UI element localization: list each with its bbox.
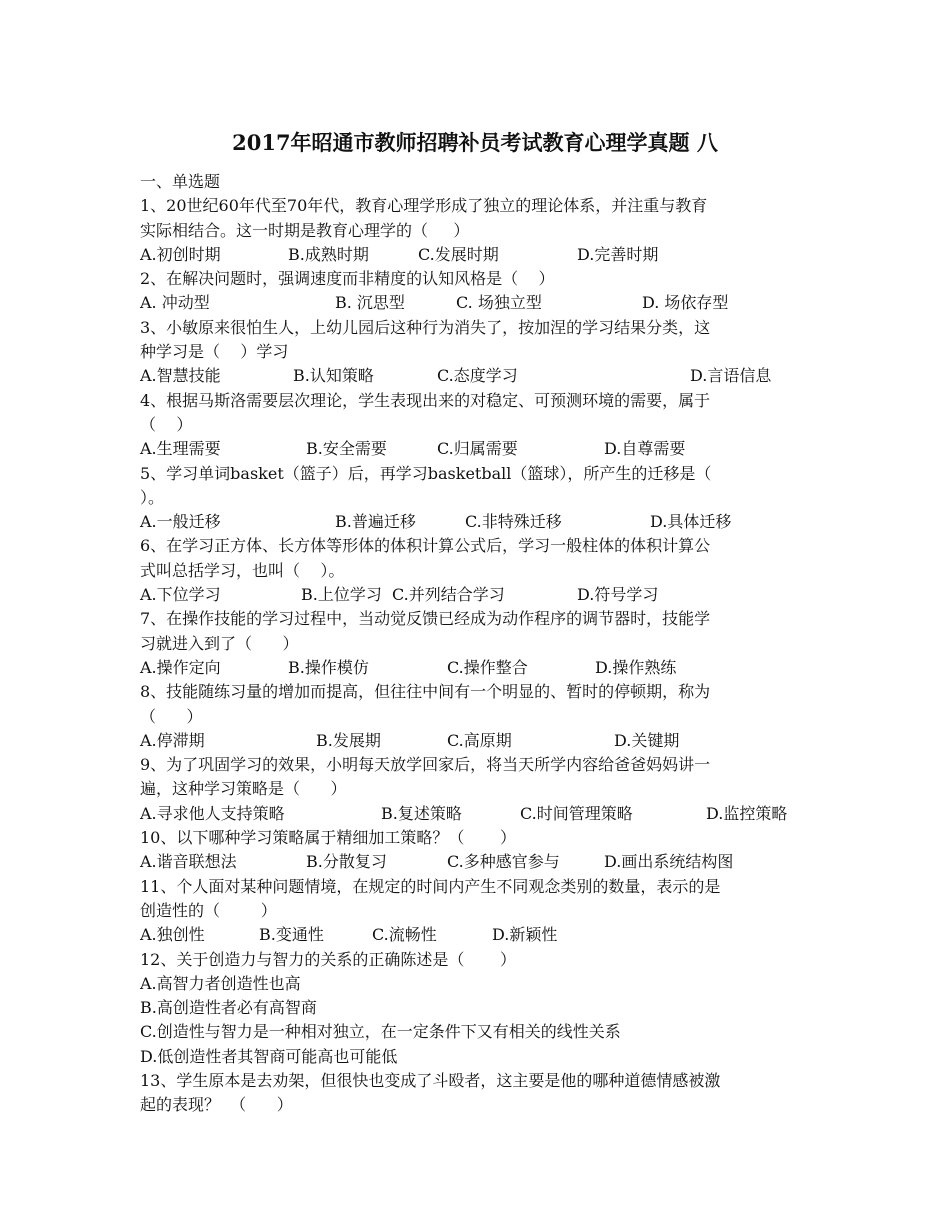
option-c: C.创造性与智力是一种相对独立，在一定条件下又有相关的线性关系 (140, 1022, 621, 1042)
option-c: C.操作整合 (447, 657, 528, 677)
option-c: C.非特殊迁移 (465, 512, 562, 532)
option-d: D.具体迁移 (650, 512, 732, 532)
option-b: B. 沉思型 (335, 293, 405, 313)
option-c: C.多种感官参与 (447, 852, 560, 872)
question-text: 实际相结合。这一时期是教育心理学的（ ） (140, 220, 470, 240)
option-b: B.分散复习 (306, 852, 387, 872)
question-7 (140, 607, 820, 680)
option-c: C. 场独立型 (456, 293, 542, 313)
option-b: B.安全需要 (306, 439, 387, 459)
question-text: 起的表现？ （ ） (140, 1095, 293, 1115)
question-9 (140, 753, 820, 826)
option-d: D.低创造性者其智商可能高也可能低 (140, 1046, 398, 1066)
option-a: A.下位学习 (140, 585, 221, 605)
question-5 (140, 462, 820, 535)
question-text: 10、以下哪种学习策略属于精细加工策略？（ ） (140, 828, 516, 848)
option-c: C.态度学习 (437, 366, 518, 386)
question-text: 7、在操作技能的学习过程中，当动觉反馈已经成为动作程序的调节器时，技能学 (140, 609, 711, 629)
option-a: A.独创性 (140, 925, 205, 945)
option-row (140, 510, 820, 534)
question-text: 式叫总括学习，也叫（ ）。 (140, 560, 345, 580)
option-a: A.停滞期 (140, 730, 205, 750)
option-d: D.言语信息 (690, 366, 772, 386)
section-heading: 一、单选题 (140, 172, 221, 191)
option-b: B.成熟时期 (288, 244, 369, 264)
option-c: C.时间管理策略 (520, 803, 633, 823)
question-text: 种学习是（ ）学习 (140, 342, 289, 362)
question-text: 8、技能随练习量的增加而提高，但往往中间有一个明显的、暂时的停顿期，称为 (140, 682, 711, 702)
question-text: 3、小敏原来很怕生人，上幼儿园后这种行为消失了，按加涅的学习结果分类，这 (140, 317, 711, 337)
question-text: ）。 (140, 487, 165, 507)
option-d: D.完善时期 (577, 244, 659, 264)
option-b: B.操作模仿 (288, 657, 369, 677)
question-8 (140, 680, 820, 753)
option-row (140, 583, 820, 607)
question-text: 9、为了巩固学习的效果，小明每天放学回家后，将当天所学内容给爸爸妈妈讲一 (140, 755, 711, 775)
option-b: B.复述策略 (381, 803, 462, 823)
option-c: C.归属需要 (437, 439, 518, 459)
question-text: 13、学生原本是去劝架，但很快也变成了斗殴者，这主要是他的哪种道德情感被激 (140, 1070, 721, 1090)
option-a: A. 冲动型 (140, 293, 210, 313)
option-b: B.变通性 (259, 925, 324, 945)
option-c: C.并列结合学习 (392, 585, 505, 605)
question-11 (140, 875, 820, 948)
question-text: （ ） (140, 706, 203, 726)
question-12 (140, 948, 820, 1069)
option-d: D.关键期 (614, 730, 680, 750)
question-text: （ ） (140, 414, 193, 434)
question-text: 11、个人面对某种问题情境，在规定的时间内产生不同观念类别的数量，表示的是 (140, 876, 721, 896)
option-d: D.画出系统结构图 (604, 852, 734, 872)
question-text: 习就进入到了（ ） (140, 633, 299, 653)
option-d: D.监控策略 (706, 803, 788, 823)
option-a: A.生理需要 (140, 439, 221, 459)
option-d: D.符号学习 (577, 585, 659, 605)
option-row (140, 656, 820, 680)
option-a: A.谐音联想法 (140, 852, 237, 872)
question-1 (140, 194, 820, 267)
option-d: D.新颖性 (492, 925, 558, 945)
option-c: C.发展时期 (418, 244, 499, 264)
option-row (140, 850, 820, 874)
question-list (140, 170, 820, 1118)
option-row (140, 243, 820, 267)
question-text: 5、学习单词basket（篮子）后，再学习basketball（篮球），所产生的迁移是（ (140, 463, 712, 483)
option-a: A.初创时期 (140, 244, 221, 264)
option-d: D. 场依存型 (642, 293, 729, 313)
option-b: B.普遍迁移 (335, 512, 416, 532)
option-d: D.自尊需要 (604, 439, 686, 459)
question-text: 6、在学习正方体、长方体等形体的体积计算公式后，学习一般柱体的体积计算公 (140, 536, 711, 556)
question-text: 4、根据马斯洛需要层次理论，学生表现出来的对稳定、可预测环境的需要，属于 (140, 390, 711, 410)
question-4 (140, 389, 820, 462)
option-a: A.智慧技能 (140, 366, 221, 386)
option-row (140, 729, 820, 753)
option-b: B.上位学习 (301, 585, 382, 605)
option-row (140, 291, 820, 315)
option-row (140, 364, 820, 388)
option-a: A.一般迁移 (140, 512, 221, 532)
option-c: C.高原期 (447, 730, 512, 750)
option-row (140, 923, 820, 947)
question-text: 2、在解决问题时，强调速度而非精度的认知风格是（ ） (140, 269, 555, 289)
option-a: A.高智力者创造性也高 (140, 973, 301, 993)
option-row (140, 437, 820, 461)
question-10 (140, 826, 820, 875)
option-a: A.操作定向 (140, 657, 221, 677)
option-b: B.认知策略 (293, 366, 374, 386)
question-3 (140, 316, 820, 389)
question-2 (140, 267, 820, 316)
page-title: 2017年昭通市教师招聘补员考试教育心理学真题 八 (232, 130, 718, 155)
option-c: C.流畅性 (372, 925, 437, 945)
question-text: 12、关于创造力与智力的关系的正确陈述是（ ） (140, 949, 516, 969)
option-d: D.操作熟练 (595, 657, 677, 677)
question-text: 1、20世纪60年代至70年代，教育心理学形成了独立的理论体系，并注重与教育 (140, 196, 708, 216)
option-b: B.高创造性者必有高智商 (140, 998, 317, 1018)
option-a: A.寻求他人支持策略 (140, 803, 285, 823)
question-text: 创造性的（ ） (140, 900, 277, 920)
question-13 (140, 1069, 820, 1118)
option-row (140, 802, 820, 826)
question-text: 遍，这种学习策略是（ ） (140, 779, 347, 799)
option-b: B.发展期 (316, 730, 381, 750)
question-6 (140, 534, 820, 607)
